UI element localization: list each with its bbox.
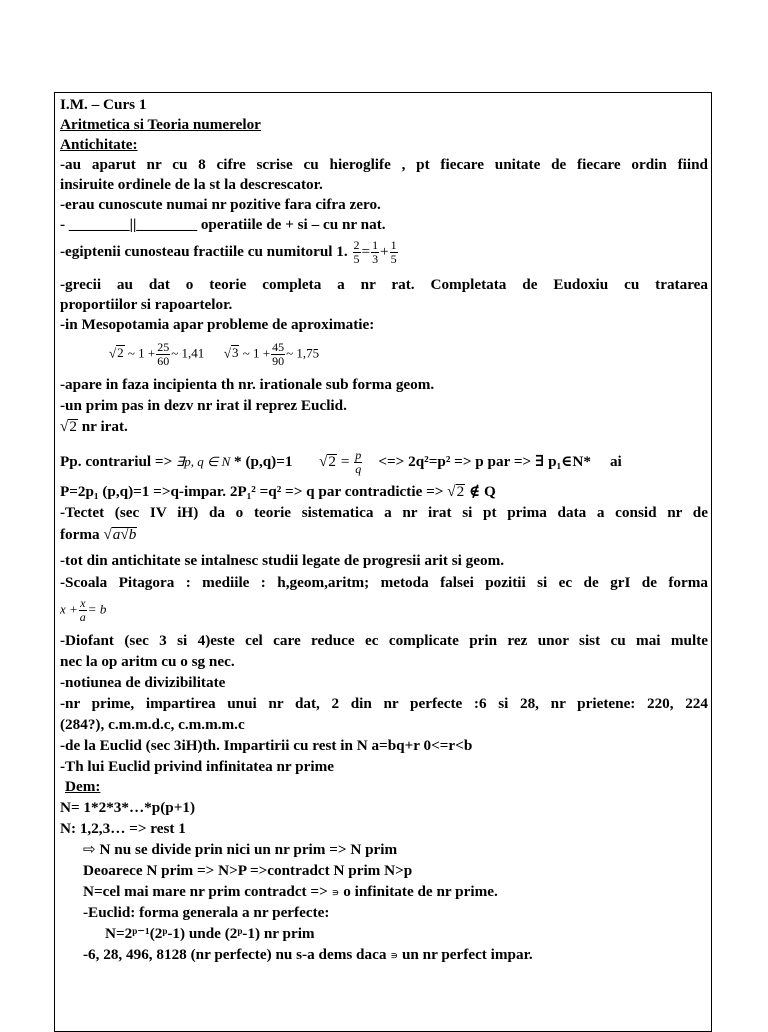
fraction-1-5: $\frac{1}{5}$: [390, 238, 397, 266]
egyptian-text: -egiptenii cunosteau fractiile cu numitorul 1.: [60, 242, 348, 260]
text-line-28: ⇨ N nu se divide prin nici un nr prim => N prim: [83, 841, 398, 858]
text-line-15: forma √a√b: [60, 526, 137, 543]
text-line-10: -un prim pas in dezv nr irat il reprez Euclid.: [60, 397, 347, 414]
plus-sign: +: [380, 242, 389, 260]
text-line-29: Deoarece N prim => N>P =>contradct N prim N>p: [83, 862, 413, 879]
fraction-25-60: $\frac{25}{60}$: [157, 340, 170, 368]
text-line-27: N: 1,2,3… => rest 1: [60, 820, 186, 837]
text-line-11: √2 nr irat.: [60, 418, 128, 435]
text-line-19: nec la op aritm cu o sg nec.: [60, 653, 235, 670]
text-line-12: Pp. contrariul => ∃p, q ∈ N * (p,q)=1 √2 = $\frac{p}{q}$ <=> 2q²=p² => p par => ∃ p₁∈N* ai: [60, 448, 622, 476]
text-line-33: -6, 28, 496, 8128 (nr perfecte) nu s-a dems daca ∍ un nr perfect impar.: [83, 946, 533, 963]
text-line-20: -notiunea de divizibilitate: [60, 674, 226, 691]
text-line-17: -Scoala Pitagora : mediile : h,geom,aritm; metoda falsei pozitii si ec de grI de forma: [60, 574, 708, 591]
exists-symbol-icon: ∍: [331, 887, 340, 899]
text-line-18: -Diofant (sec 3 si 4)este cel care reduce ec complicate prin rez unor sist cu mai multe: [60, 632, 708, 649]
text-line-16: -tot din antichitate se intalnesc studii legate de progresii arit si geom.: [60, 552, 505, 569]
text-line-13: P=2p₁ (p,q)=1 =>q-impar. 2P₁² =q² => q par contradictie => √2 ∉ Q: [60, 483, 496, 500]
text-line-23: -de la Euclid (sec 3iH)th. Impartirii cu rest in N a=bq+r 0<=r<b: [60, 737, 473, 754]
document-page: [54, 92, 712, 1032]
text-line-26: N= 1*2*3*…*p(p+1): [60, 799, 196, 816]
fraction-1-3: $\frac{1}{3}$: [372, 238, 379, 266]
exists-symbol-icon: ∍: [390, 950, 399, 962]
sqrt-symbol: √: [319, 452, 328, 470]
sqrt-symbol: √: [223, 345, 231, 361]
text-line-22: (284?), c.m.m.d.c, c.m.m.m.c: [60, 716, 245, 733]
text-line-5: [60, 239, 399, 266]
proof-heading: Dem:: [65, 778, 101, 795]
linear-equation-form: x + $\frac{x}{a}$ = b: [60, 596, 107, 624]
fraction-45-90: $\frac{45}{90}$: [272, 340, 285, 368]
text-line-31: -Euclid: forma generala a nr perfecte:: [83, 904, 330, 921]
implies-arrow-icon: ⇨: [83, 841, 96, 858]
text-line-30: N=cel mai mare nr prim contradct => ∍ o infinitate de nr prime.: [83, 883, 498, 900]
sqrt-symbol: √: [60, 418, 69, 435]
fraction-p-q: $\frac{p}{q}$: [355, 448, 362, 476]
equals-sign: =: [361, 242, 371, 260]
text-line-1: -au aparut nr cu 8 cifre scrise cu hieroglife , pt fiecare unitate de fiecare ordin fiind: [60, 156, 708, 173]
text-line-21: -nr prime, impartirea unui nr dat, 2 din nr perfecte :6 si 28, nr prietene: 220, 224: [60, 695, 708, 712]
fraction-x-a: $\frac{x}{a}$: [79, 596, 86, 624]
sqrt-symbol: √: [447, 483, 456, 500]
section-heading-antichitate: Antichitate:: [60, 136, 138, 153]
text-line-6: -grecii au dat o teorie completa a nr rat. Completata de Eudoxiu cu tratarea: [60, 276, 708, 293]
text-line-14: -Tectet (sec IV iH) da o teorie sistematica a nr irat si pt prima data a consid nr de: [60, 504, 708, 521]
text-line-9: -apare in faza incipienta th nr. irationale sub forma geom.: [60, 376, 435, 393]
text-line-24: -Th lui Euclid privind infinitatea nr prime: [60, 758, 334, 775]
sqrt-symbol: √: [103, 526, 112, 543]
course-subtitle: Aritmetica si Teoria numerelor: [60, 116, 261, 133]
mesopotamia-approximations: √2 ~ 1 + $\frac{25}{60}$ ~ 1,41 √3 ~ 1 + $\frac{45}{90}$ ~ 1,75: [109, 340, 320, 368]
text-line-32: N=2ᵖ⁻¹(2ᵖ-1) unde (2ᵖ-1) nr prim: [105, 925, 315, 942]
text-line-7: proportiilor si rapoartelor.: [60, 296, 233, 313]
fraction-2-5: $\frac{2}{5}$: [353, 238, 360, 266]
course-title: I.M. – Curs 1: [60, 96, 147, 113]
sqrt-symbol: √: [109, 345, 117, 361]
text-line-3: -erau cunoscute numai nr pozitive fara cifra zero.: [60, 196, 381, 213]
text-line-2: insiruite ordinele de la st la descrescator.: [60, 176, 323, 193]
text-line-4: - ________||________ operatiile de + si – cu nr nat.: [60, 216, 386, 233]
text-line-8: -in Mesopotamia apar probleme de aproximatie:: [60, 316, 375, 333]
